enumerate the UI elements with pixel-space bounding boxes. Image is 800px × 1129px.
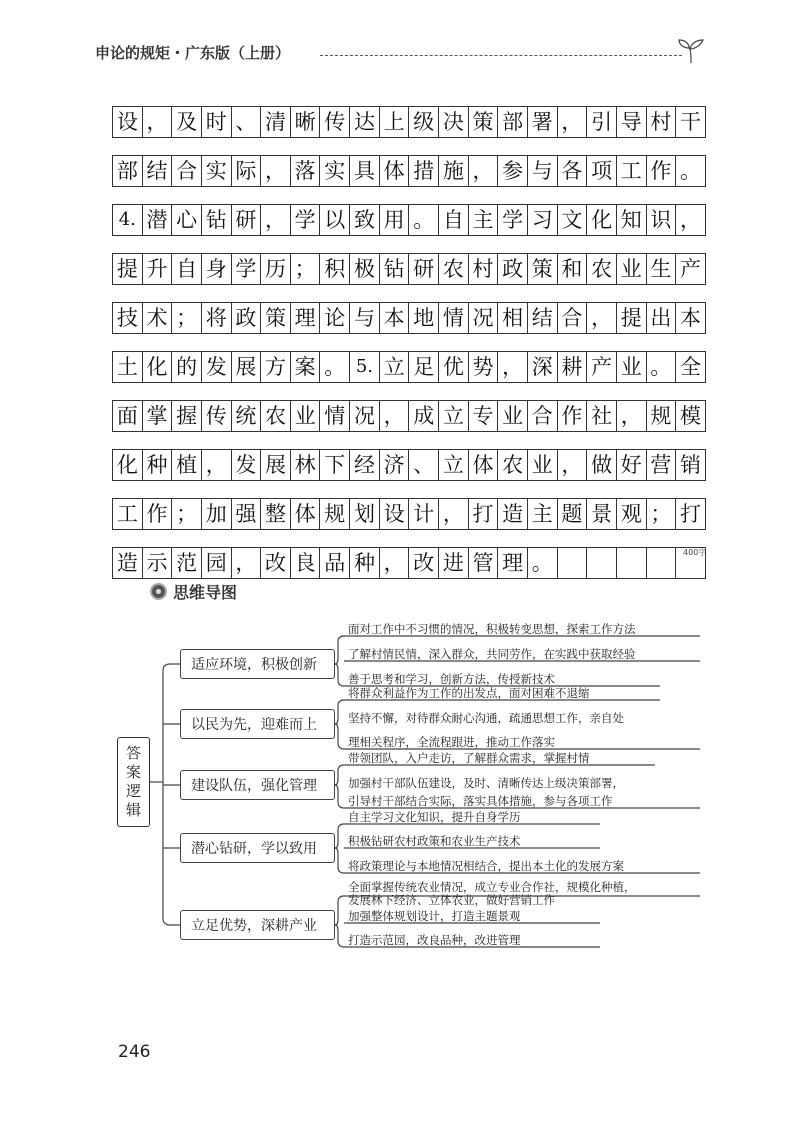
mindmap-leaf: 积极钻研农村政策和农业生产技术	[348, 834, 521, 848]
grid-cell: 用	[380, 205, 410, 235]
grid-cell: 时	[202, 107, 232, 137]
grid-cell: 理	[498, 548, 528, 578]
grid-cell: 足	[409, 352, 439, 382]
grid-cell: 况	[350, 401, 380, 431]
grid-cell: 经	[350, 450, 380, 480]
grid-cell: 。	[528, 548, 558, 578]
grid-cell: 的	[172, 352, 202, 382]
grid-cell: 体	[469, 450, 499, 480]
grid-cell: ，	[380, 548, 410, 578]
mindmap-leaf: 面对工作中不习惯的情况，积极转变思想，探索工作方法	[348, 622, 636, 636]
grid-cell: 农	[587, 254, 617, 284]
grid-cell: 业	[617, 352, 647, 382]
grid-cell: 决	[439, 107, 469, 137]
grid-cell: 范	[172, 548, 202, 578]
grid-cell: 主	[528, 499, 558, 529]
grid-cell: 识	[647, 205, 677, 235]
grid-cell: 业	[617, 254, 647, 284]
grid-cell: 合	[528, 401, 558, 431]
grid-cell: 施	[439, 156, 469, 186]
root-char: 案	[125, 763, 141, 781]
grid-cell: 景	[587, 499, 617, 529]
mindmap-branch: 建设队伍，强化管理	[180, 770, 335, 800]
grid-cell: 设	[113, 107, 143, 137]
mindmap-leaf: 全面掌握传统农业情况，成立专业合作社，规模化种植，	[348, 880, 636, 894]
page-number: 246	[118, 1042, 151, 1062]
grid-cell: 体	[380, 156, 410, 186]
grid-cell: 本	[676, 303, 706, 333]
grid-cell: 规	[320, 499, 350, 529]
grid-cell: 、	[232, 107, 262, 137]
grid-cell: 政	[498, 254, 528, 284]
grid-cell: 级	[409, 107, 439, 137]
grid-cell: 进	[439, 548, 469, 578]
grid-cell: 。	[647, 352, 677, 382]
grid-cell: 技	[113, 303, 143, 333]
mindmap-leaf: 了解村情民情，深入群众，共同劳作，在实践中获取经验	[348, 647, 636, 661]
grid-cell: 体	[291, 499, 321, 529]
grid-cell: 业	[291, 401, 321, 431]
grid-cell: ；	[647, 499, 677, 529]
grid-cell: 署	[528, 107, 558, 137]
grid-cell: 论	[320, 303, 350, 333]
grid-cell: ，	[676, 205, 706, 235]
grid-cell: 传	[202, 401, 232, 431]
grid-cell: 专	[469, 401, 499, 431]
grid-cell: 案	[291, 352, 321, 382]
grid-cell: 握	[172, 401, 202, 431]
grid-cell: 导	[617, 107, 647, 137]
grid-cell: 极	[350, 254, 380, 284]
grid-cell: 整	[261, 499, 291, 529]
grid-cell: 生	[647, 254, 677, 284]
word-count-note: 400字	[683, 548, 707, 557]
grid-cell: 参	[498, 156, 528, 186]
grid-cell: ，	[143, 107, 173, 137]
grid-cell: 发	[232, 450, 262, 480]
mindmap-branch: 立足优势，深耕产业	[180, 910, 335, 940]
grid-cell: ，	[558, 107, 588, 137]
grid-cell: 好	[617, 450, 647, 480]
grid-cell: 做	[587, 450, 617, 480]
mindmap-leaf: 将群众利益作为工作的出发点，面对困难不退缩	[348, 686, 590, 700]
grid-cell: 自	[439, 205, 469, 235]
grid-cell: 掌	[143, 401, 173, 431]
mindmap-branch: 以民为先，迎难而上	[180, 709, 335, 739]
grid-cell: 和	[558, 254, 588, 284]
grid-cell: 业	[528, 450, 558, 480]
grid-cell: 村	[647, 107, 677, 137]
grid-cell: 身	[202, 254, 232, 284]
grid-cell: ；	[291, 254, 321, 284]
grid-cell: 部	[498, 107, 528, 137]
grid-cell: 术	[143, 303, 173, 333]
grid-cell: ，	[469, 156, 499, 186]
mindmap-leaf: 自主学习文化知识，提升自身学历	[348, 810, 521, 824]
mindmap-leaf: 将政策理论与本地情况相结合，提出本土化的发展方案	[348, 859, 624, 873]
grid-cell: 提	[617, 303, 647, 333]
root-char: 辑	[125, 801, 141, 819]
mindmap-branch: 潜心钻研，学以致用	[180, 833, 335, 863]
grid-cell: 品	[320, 548, 350, 578]
grid-cell: 业	[498, 401, 528, 431]
grid-cell: 项	[587, 156, 617, 186]
grid-cell: 打	[676, 499, 706, 529]
grid-cell: 作	[647, 156, 677, 186]
grid-cell: 模	[676, 401, 706, 431]
mindmap-leaf: 发展林下经济、立体农业，做好营销工作	[348, 893, 555, 907]
grid-cell: 况	[469, 303, 499, 333]
grid-cell: 结	[528, 303, 558, 333]
grid-cell: 理	[291, 303, 321, 333]
grid-cell: 方	[261, 352, 291, 382]
grid-cell: 结	[143, 156, 173, 186]
grid-cell: 引	[587, 107, 617, 137]
grid-cell: 设	[380, 499, 410, 529]
grid-cell: 研	[232, 205, 262, 235]
grid-cell: 以	[320, 205, 350, 235]
grid-cell: 部	[113, 156, 143, 186]
grid-cell: 下	[320, 450, 350, 480]
grid-cell: 村	[469, 254, 499, 284]
mindmap-leaf: 加强村干部队伍建设，及时、清晰传达上级决策部署，	[348, 776, 624, 790]
grid-cell: 合	[558, 303, 588, 333]
grid-cell: 心	[172, 205, 202, 235]
grid-cell: 。	[320, 352, 350, 382]
grid-cell: 提	[113, 254, 143, 284]
grid-cell: 土	[113, 352, 143, 382]
grid-cell: ，	[261, 205, 291, 235]
grid-cell: 情	[320, 401, 350, 431]
grid-cell: 工	[617, 156, 647, 186]
grid-cell: 4.	[113, 205, 143, 235]
grid-cell: 农	[261, 401, 291, 431]
grid-cell: 示	[143, 548, 173, 578]
mindmap-leaf: 加强整体规划设计，打造主题景观	[348, 909, 521, 923]
root-char: 逻	[125, 782, 141, 800]
grid-cell: 积	[320, 254, 350, 284]
grid-cell: 产	[587, 352, 617, 382]
grid-cell: 出	[647, 303, 677, 333]
grid-cell: 达	[350, 107, 380, 137]
grid-cell: 发	[202, 352, 232, 382]
grid-cell: ；	[172, 303, 202, 333]
grid-cell: 与	[350, 303, 380, 333]
grid-cell: 计	[409, 499, 439, 529]
grid-cell: ，	[232, 548, 262, 578]
grid-cell: 社	[587, 401, 617, 431]
mindmap-leaf: 带领团队，入户走访，了解群众需求，掌握村情	[348, 751, 590, 765]
grid-cell: 钻	[202, 205, 232, 235]
grid-cell: 化	[113, 450, 143, 480]
grid-cell: 深	[528, 352, 558, 382]
grid-cell: 打	[469, 499, 499, 529]
grid-cell: ，	[498, 352, 528, 382]
grid-cell: 合	[172, 156, 202, 186]
grid-cell: 济	[380, 450, 410, 480]
grid-cell: 各	[558, 156, 588, 186]
grid-cell: 农	[439, 254, 469, 284]
grid-cell: 规	[647, 401, 677, 431]
grid-cell: 立	[380, 352, 410, 382]
grid-cell: 政	[232, 303, 262, 333]
grid-cell: 改	[409, 548, 439, 578]
grid-cell: 5.	[350, 352, 380, 382]
book-title: 申论的规矩・广东版（上册）	[95, 44, 291, 62]
grid-cell: 落	[291, 156, 321, 186]
grid-cell: 展	[261, 450, 291, 480]
grid-cell: 产	[676, 254, 706, 284]
grid-cell: ，	[558, 450, 588, 480]
grid-cell: 实	[320, 156, 350, 186]
grid-cell: 本	[380, 303, 410, 333]
grid-cell: 立	[439, 450, 469, 480]
grid-cell: 将	[202, 303, 232, 333]
grid-cell: 致	[350, 205, 380, 235]
grid-cell: 强	[232, 499, 262, 529]
grid-cell: 升	[143, 254, 173, 284]
grid-cell: 加	[202, 499, 232, 529]
grid-cell: 面	[113, 401, 143, 431]
grid-cell: 地	[409, 303, 439, 333]
grid-cell: 具	[350, 156, 380, 186]
grid-cell: 全	[676, 352, 706, 382]
grid-cell: 。	[676, 156, 706, 186]
root-char: 答	[125, 744, 141, 762]
grid-cell: ，	[380, 401, 410, 431]
grid-cell: 优	[439, 352, 469, 382]
grid-cell: 学	[291, 205, 321, 235]
grid-cell: 立	[439, 401, 469, 431]
grid-cell: ；	[172, 499, 202, 529]
mindmap-root	[117, 737, 150, 827]
grid-cell: 际	[232, 156, 262, 186]
grid-cell: 及	[172, 107, 202, 137]
grid-cell: 情	[439, 303, 469, 333]
grid-cell: 潜	[143, 205, 173, 235]
grid-cell: 植	[172, 450, 202, 480]
grid-cell: 题	[558, 499, 588, 529]
grid-cell: 展	[232, 352, 262, 382]
grid-cell: 造	[498, 499, 528, 529]
grid-cell: 晰	[291, 107, 321, 137]
grid-cell: ，	[617, 401, 647, 431]
grid-cell: 干	[676, 107, 706, 137]
grid-cell: 工	[113, 499, 143, 529]
grid-cell: 策	[261, 303, 291, 333]
grid-cell: ，	[587, 303, 617, 333]
grid-cell: ，	[439, 499, 469, 529]
grid-cell: 作	[558, 401, 588, 431]
grid-cell: 习	[528, 205, 558, 235]
grid-cell: 知	[617, 205, 647, 235]
grid-cell: 统	[232, 401, 262, 431]
mindmap-branch: 适应环境，积极创新	[180, 649, 335, 679]
grid-cell: 学	[232, 254, 262, 284]
grid-cell: 与	[528, 156, 558, 186]
grid-cell: ，	[202, 450, 232, 480]
mindmap-leaf: 理相关程序，全流程跟进，推动工作落实	[348, 735, 555, 749]
grid-cell: 观	[617, 499, 647, 529]
grid-cell: 钻	[380, 254, 410, 284]
grid-cell: 历	[261, 254, 291, 284]
grid-cell: 化	[587, 205, 617, 235]
grid-cell: 管	[469, 548, 499, 578]
grid-cell: 上	[380, 107, 410, 137]
grid-cell: 改	[261, 548, 291, 578]
grid-cell: 主	[469, 205, 499, 235]
grid-cell: 相	[498, 303, 528, 333]
mindmap-leaf: 善于思考和学习，创新方法，传授新技术	[348, 672, 555, 686]
grid-cell: 成	[409, 401, 439, 431]
grid-cell: 策	[528, 254, 558, 284]
grid-cell: 农	[498, 450, 528, 480]
mindmap-title: 思维导图	[173, 583, 238, 602]
grid-cell: 种	[143, 450, 173, 480]
grid-cell: 造	[113, 548, 143, 578]
grid-cell: 学	[498, 205, 528, 235]
grid-cell: 势	[469, 352, 499, 382]
grid-cell: 划	[350, 499, 380, 529]
grid-cell: 、	[409, 450, 439, 480]
grid-cell: 营	[647, 450, 677, 480]
grid-cell: 作	[143, 499, 173, 529]
grid-cell: 措	[409, 156, 439, 186]
grid-cell: 自	[172, 254, 202, 284]
grid-cell: 传	[320, 107, 350, 137]
mindmap-leaf: 坚持不懈，对待群众耐心沟通，疏通思想工作，亲自处	[348, 711, 624, 725]
grid-cell: 实	[202, 156, 232, 186]
mindmap-leaf: 打造示范园，改良品种，改进管理	[348, 933, 521, 947]
grid-cell: 策	[469, 107, 499, 137]
grid-cell: 良	[291, 548, 321, 578]
grid-cell: 化	[143, 352, 173, 382]
grid-cell: 清	[261, 107, 291, 137]
grid-cell: 研	[409, 254, 439, 284]
grid-cell: 种	[350, 548, 380, 578]
grid-cell: 文	[558, 205, 588, 235]
grid-cell: 销	[676, 450, 706, 480]
mindmap-leaf: 引导村干部结合实际，落实具体措施，参与各项工作	[348, 794, 613, 808]
grid-cell: 林	[291, 450, 321, 480]
grid-cell: 耕	[558, 352, 588, 382]
grid-cell: ，	[261, 156, 291, 186]
grid-cell: 园	[202, 548, 232, 578]
grid-cell: 。	[409, 205, 439, 235]
